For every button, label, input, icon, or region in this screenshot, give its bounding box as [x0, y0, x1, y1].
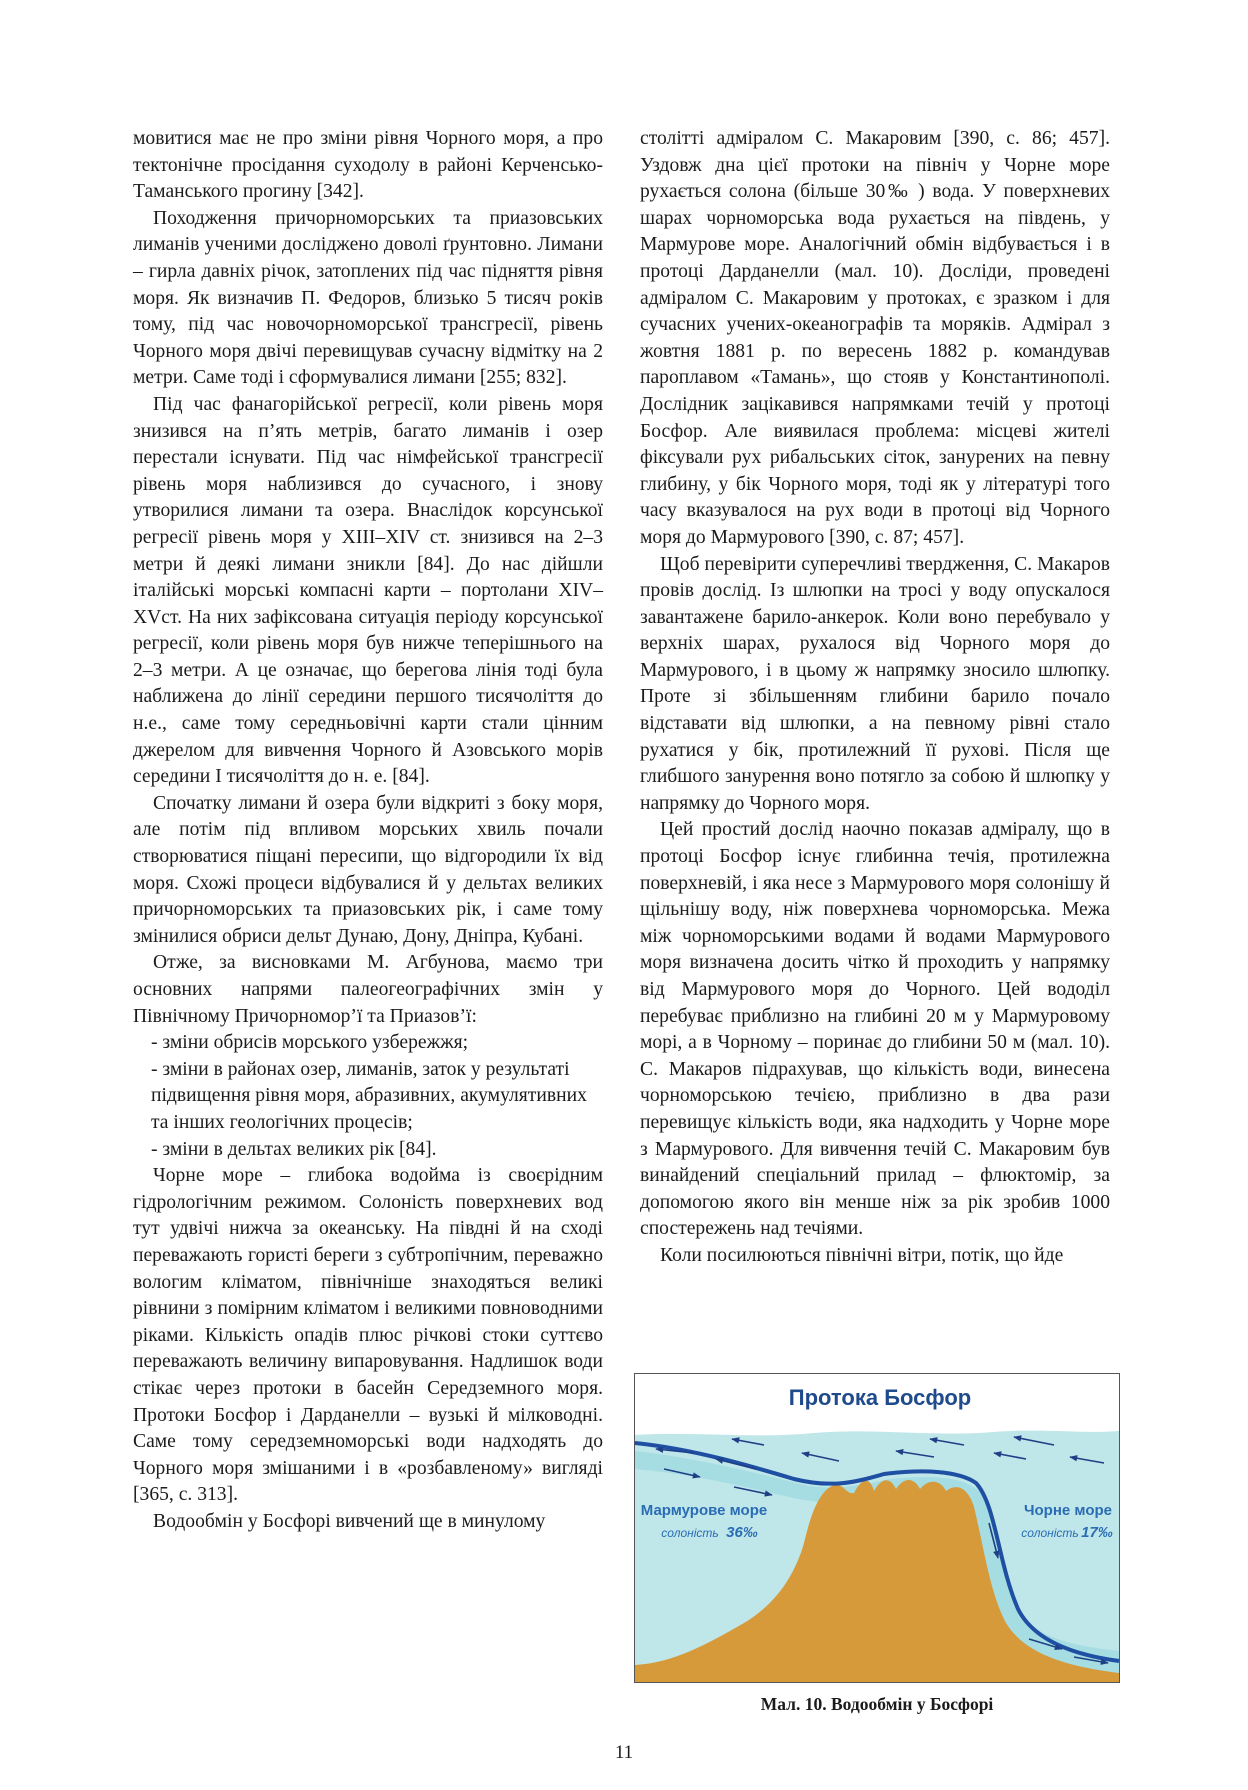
paragraph: Коли посилюються північні вітри, потік, що йде — [660, 1244, 1064, 1266]
paragraph: Щоб перевірити суперечливі твердження, С. Макаров провів дослід. Із шлюпки на тросі у воду опускалося завантажене барило-анкерок. Коли воно перебувало у верхніх шарах, рухалося від Чорного моря до Мармурового, і в цьому ж напрямку зносило шлюпку. Проте зі збільшенням глибини барило почало відставати від шлюпки, а на певному рівні стало рухатися у бік, протилежний її руховi. Після ще глибшого занурення воно потягло за собою й шлюпку у напрямку до Чорного моря. — [640, 553, 1110, 814]
bosporus-diagram — [634, 1373, 1120, 1683]
left-column — [133, 126, 603, 1535]
bosporus-figure — [634, 1373, 1120, 1683]
list-item: - зміни в районах озер, лиманів, заток у результаті підвищення рівня моря, абразивних, акумулятивних та інших геологічних процесів; — [151, 1058, 587, 1133]
list-item: - зміни обрисів морського узбережжя; — [151, 1032, 469, 1054]
paragraph: Спочатку лимани й озера були відкриті з боку моря, але потім під впливом морських хвиль почали створюватися піщані пересипи, що відгородили їх від моря. Схожі процеси відбувалися й у дельтах великих причорноморських та приазовських рік, і саме тому змінилися обриси дельт Дунаю, Дону, Дніпра, Кубані. — [133, 792, 603, 947]
right-column — [640, 126, 1110, 1270]
paragraph: Чорне море – глибока водойма із своєрідним гідрологічним режимом. Солоність поверхневих вод тут удвічі нижча за океанську. На півдні й на сході переважають гористі береги з субтропічним, переважно вологим кліматом, північніше знаходяться великі рівнини з помірним кліматом і великими повноводними ріками. Кількість опадів плюс річкові стоки суттєво переважають величину випаровування. Надлишок води стікає через протоки в басейн Середземного моря. Протоки Босфор і Дарданелли – вузькі й мілководні. Саме тому середземноморські води надходять до Чорного моря змішаними і в «розбавленому» вигляді [365, с. 313]. — [133, 1165, 603, 1506]
marmara-sea-label: Мармурове море — [640, 1502, 768, 1519]
figure-caption: Мал. 10. Водообмін у Босфорі — [760, 1694, 994, 1714]
paragraph: мовитися має не про зміни рівня Чорного моря, а про тектонічне просідання суходолу в районі Керченсько-Таманського прогину [342]. — [133, 128, 603, 203]
paragraph: Походження причорноморських та приазовських лиманів ученими досліджено доволі ґрунтовно. Лимани – гирла давніх річок, затоплених під час підняття рівня моря. Як визначив П. Федоров, близько 5 тисяч років тому, під час новочорноморської трансгресії, рівень Чорного моря двічі перевищував сучасну відмітку на 2 метри. Саме тоді і сформувалися лимани [255; 832]. — [133, 207, 603, 389]
marmara-salinity-value: 36‰ — [726, 1524, 758, 1541]
black-sea-label: Чорне море — [1023, 1502, 1113, 1519]
marmara-salinity-label: солоність — [661, 1526, 719, 1540]
black-sea-salinity-value: 17‰ — [1081, 1524, 1113, 1541]
black-sea-salinity-label: солоність — [1021, 1526, 1079, 1540]
paragraph: Водообмін у Босфорі вивчений ще в минулому — [153, 1510, 546, 1532]
paragraph: столітті адміралом С. Макаровим [390, с. 86; 457]. Уздовж дна цієї протоки на північ у Чорне море рухається солона (більше 30‰ ) вода. У поверхневих шарах чорноморська вода рухається на південь, у Мармурове море. Аналогічний обмін відбувається і в протоці Дарданелли (мал. 10). Досліди, проведені адміралом С. Макаровим у протоках, є зразком і для сучасних учених-океанографів та моряків. Адмірал з жовтня 1881 р. по вересень 1882 р. командував пароплавом «Тамань», що стояв у Константинополі. Дослідник зацікавився напрямками течій у протоці Босфор. Але виявилася проблема: місцеві жителі фіксували рух рибальських сіток, занурених на певну глибину, у бік Чорного моря, тоді як у літературі того часу вказувалося на рух води в протоці від Чорного моря до Мармурового [390, с. 87; 457]. — [640, 128, 1110, 548]
paragraph: Під час фанагорійської регресії, коли рівень моря знизився на п’ять метрів, багато лиманів і озер перестали існувати. Під час німфейської трансгресії рівень моря наблизився до сучасного, і знову утворилися лимани та озера. Внаслідок корсунської регресії рівень моря у XIII–XIV ст. знизився на 2–3 метри й деякі лимани зникли [84]. До нас дійшли італійські морські компасні карти – портолани XIV–XVст. На них зафіксована ситуація періоду корсунської регресії, коли рівень моря був нижче теперішнього на 2–3 метри. А це означає, що берегова лінія тоді була наближена до лінії середини першого тисячоліття до н.е., саме тому середньовічні карти стали цінним джерелом для вивчення Чорного й Азовського морів середини І тисячоліття до н. е. [84]. — [133, 393, 603, 788]
list-item: - зміни в дельтах великих рік [84]. — [151, 1138, 437, 1160]
paragraph: Цей простий дослід наочно показав адміралу, що в протоці Босфор існує глибинна течія, протилежна поверхневій, і яка несе з Мармурового моря солонішу й щільнішу воду, ніж поверхнева чорноморська. Межа між чорноморськими водами й водами Мармурового моря визначена досить чітко й проходить у напрямку від Мармурового моря до Чорного. Цей вододіл перебуває приблизно на глибині 20 м у Мармуровому морі, а в Чорному – поринає до глибини 50 м (мал. 10). С. Макаров підрахував, що кількість води, винесена чорноморською течією, приблизно в два рази перевищує кількість води, яка надходить у Чорне море з Мармурового. Для вивчення течій С. Макаровим був винайдений спеціальний прилад – флюктомір, за допомогою якого він менше ніж за рік зробив 1000 спостережень над течіями. — [640, 819, 1110, 1240]
paragraph: Отже, за висновками М. Агбунова, маємо три основних напрями палеогеографічних змін у Північному Причорномор’ї та Приазов’ї: — [133, 952, 603, 1027]
page-number: 11 — [614, 1742, 634, 1763]
figure-title: Протока Босфор — [788, 1385, 972, 1410]
